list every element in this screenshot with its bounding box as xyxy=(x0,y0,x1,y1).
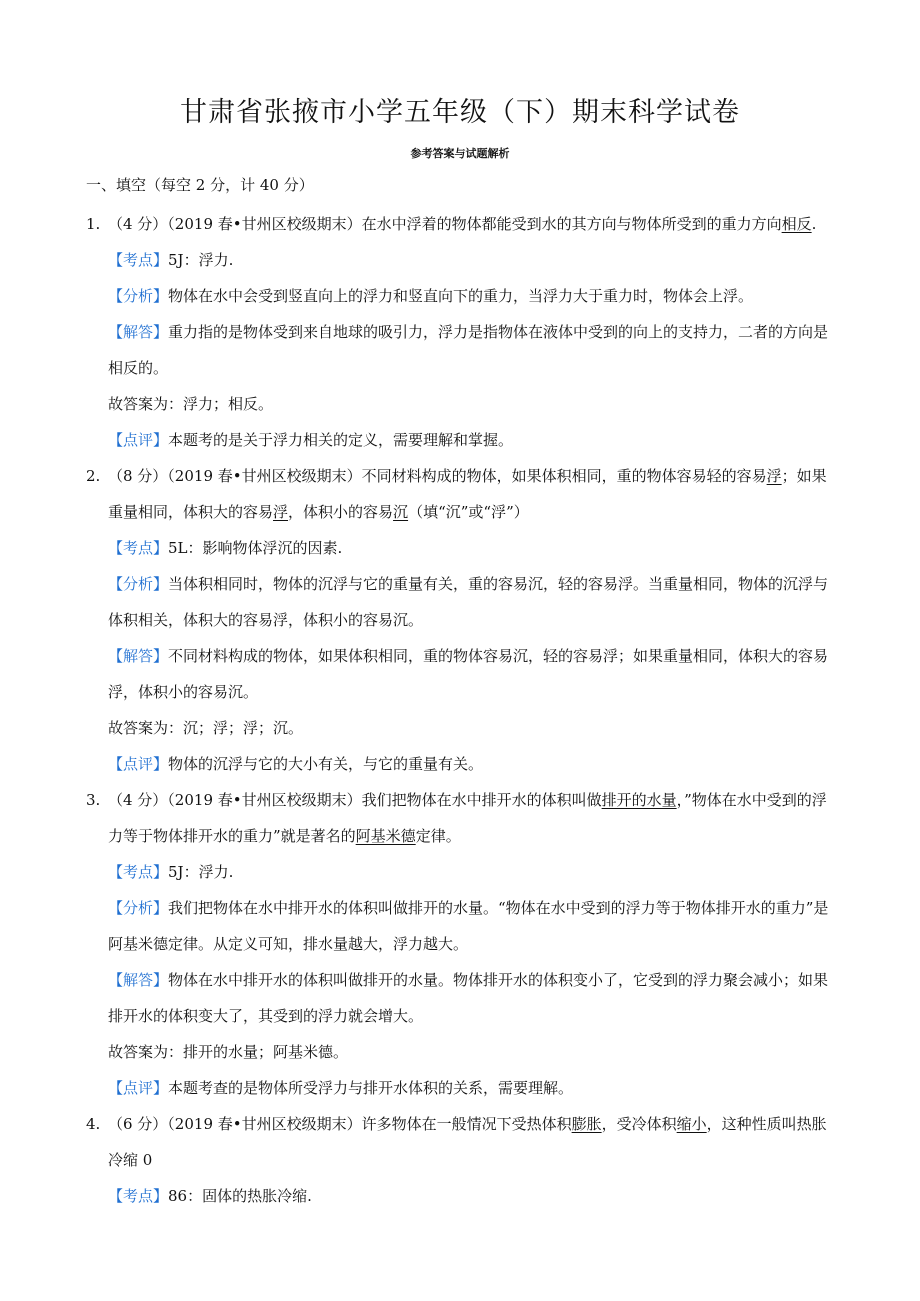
answer-blank: 浮 xyxy=(766,467,782,485)
jieda-para xyxy=(86,314,836,386)
answer-blank: 排开的水量 xyxy=(601,791,677,809)
question-stem: ，受冷体积 xyxy=(601,1115,677,1133)
question-stem: （6 分）（2019 春•甘州区校级期末）许多物体在一般情况下受热体积 xyxy=(108,1115,572,1133)
answer-line: 故答案为：排开的水量；阿基米德。 xyxy=(108,1043,349,1061)
question-stem: ；如果重量相同，体积大的容易 xyxy=(108,467,827,521)
question-text xyxy=(108,458,836,530)
question-4 xyxy=(86,1106,836,1178)
questions-list xyxy=(86,206,836,1214)
question-stem: 定律。 xyxy=(415,827,461,845)
fenxi-tag: 【分析】 xyxy=(108,287,169,305)
fenxi-para xyxy=(86,890,836,962)
question-number: 2. xyxy=(86,467,101,485)
dianping-para xyxy=(86,422,836,458)
jieda-text: 物体在水中排开水的体积叫做排开的水量。物体排开水的体积变小了，它受到的浮力聚会减小；如果排开水的体积变大了，其受到的浮力就会增大。 xyxy=(108,971,829,1025)
document-title: 甘肃省张掖市小学五年级（下）期末科学试卷 xyxy=(180,97,740,128)
answer-blank: 膨胀 xyxy=(571,1115,602,1133)
fenxi-para xyxy=(86,278,836,314)
answer-blank: 相反 xyxy=(781,215,812,233)
fenxi-para xyxy=(86,566,836,638)
question-2 xyxy=(86,458,836,530)
kaodian-para xyxy=(86,530,836,566)
dianping-para xyxy=(86,746,836,782)
question-number: 3. xyxy=(86,791,101,809)
answer-line: 故答案为：沉；浮；浮；沉。 xyxy=(108,719,304,737)
jieda-tag: 【解答】 xyxy=(108,323,169,341)
question-text xyxy=(108,206,836,242)
jieda-tag: 【解答】 xyxy=(108,647,169,665)
kaodian-text: 5J：浮力. xyxy=(168,863,234,881)
answer-blank: 浮 xyxy=(273,503,289,521)
question-3 xyxy=(86,782,836,854)
dianping-text: 本题考的是关于浮力相关的定义，需要理解和掌握。 xyxy=(168,431,514,449)
kaodian-para xyxy=(86,242,836,278)
question-stem: （填“沉”或“浮”） xyxy=(408,503,529,521)
fenxi-text: 物体在水中会受到竖直向上的浮力和竖直向下的重力，当浮力大于重力时，物体会上浮。 xyxy=(168,287,754,305)
question-number: 4. xyxy=(86,1115,101,1133)
question-1 xyxy=(86,206,836,242)
question-stem: ，”物体在水中受到的浮力等于物体排开水的重力”就是著名的 xyxy=(108,791,827,845)
question-stem: （4 分）（2019 春•甘州区校级期末）我们把物体在水中排开水的体积叫做 xyxy=(108,791,602,809)
kaodian-tag: 【考点】 xyxy=(108,863,169,881)
jieda-text: 重力指的是物体受到来自地球的吸引力，浮力是指物体在液体中受到的向上的支持力，二者的方向是相反的。 xyxy=(108,323,829,377)
question-text xyxy=(108,782,836,854)
answer-blank: 缩小 xyxy=(676,1115,707,1133)
jieda-text: 不同材料构成的物体，如果体积相同，重的物体容易沉，轻的容易浮；如果重量相同，体积大的容易浮，体积小的容易沉。 xyxy=(108,647,829,701)
kaodian-tag: 【考点】 xyxy=(108,1187,169,1205)
dianping-text: 本题考查的是物体所受浮力与排开水体积的关系，需要理解。 xyxy=(168,1079,574,1097)
question-text xyxy=(108,1106,836,1178)
dianping-tag: 【点评】 xyxy=(108,431,169,449)
jieda-para xyxy=(86,638,836,710)
kaodian-tag: 【考点】 xyxy=(108,539,169,557)
kaodian-para xyxy=(86,1178,836,1214)
answer-blank: 沉 xyxy=(393,503,409,521)
question-stem: ，这种性质叫热胀冷缩 0 xyxy=(108,1115,827,1169)
dianping-text: 物体的沉浮与它的大小有关，与它的重量有关。 xyxy=(168,755,484,773)
kaodian-tag: 【考点】 xyxy=(108,251,169,269)
question-stem: . xyxy=(811,215,817,233)
dianping-tag: 【点评】 xyxy=(108,1079,169,1097)
question-stem: （4 分）（2019 春•甘州区校级期末）在水中浮着的物体都能受到水的其方向与物体所受到的重力方向 xyxy=(108,215,782,233)
kaodian-text: 5J：浮力. xyxy=(168,251,234,269)
kaodian-para xyxy=(86,854,836,890)
dianping-tag: 【点评】 xyxy=(108,755,169,773)
fenxi-text: 当体积相同时，物体的沉浮与它的重量有关，重的容易沉，轻的容易浮。当重量相同，物体的沉浮与体积相关，体积大的容易浮，体积小的容易沉。 xyxy=(108,575,829,629)
answer-blank: 阿基米德 xyxy=(355,827,416,845)
fenxi-tag: 【分析】 xyxy=(108,575,169,593)
question-number: 1. xyxy=(86,215,101,233)
question-stem: ，体积小的容易 xyxy=(288,503,394,521)
fenxi-text: 我们把物体在水中排开水的体积叫做排开的水量。“物体在水中受到的浮力等于物体排开水的重力”是阿基米德定律。从定义可知，排水量越大，浮力越大。 xyxy=(108,899,829,953)
jieda-para xyxy=(86,962,836,1034)
dianping-para xyxy=(86,1070,836,1106)
document-subtitle: 参考答案与试题解析 xyxy=(410,147,510,160)
question-stem: （8 分）（2019 春•甘州区校级期末）不同材料构成的物体，如果体积相同，重的物体容易轻的容易 xyxy=(108,467,767,485)
section-heading: 一、填空（每空 2 分，计 40 分） xyxy=(86,176,314,194)
kaodian-text: 5L：影响物体浮沉的因素. xyxy=(168,539,343,557)
answer-line: 故答案为：浮力；相反。 xyxy=(108,395,274,413)
jieda-tag: 【解答】 xyxy=(108,971,169,989)
fenxi-tag: 【分析】 xyxy=(108,899,169,917)
kaodian-text: 86：固体的热胀冷缩. xyxy=(168,1187,312,1205)
